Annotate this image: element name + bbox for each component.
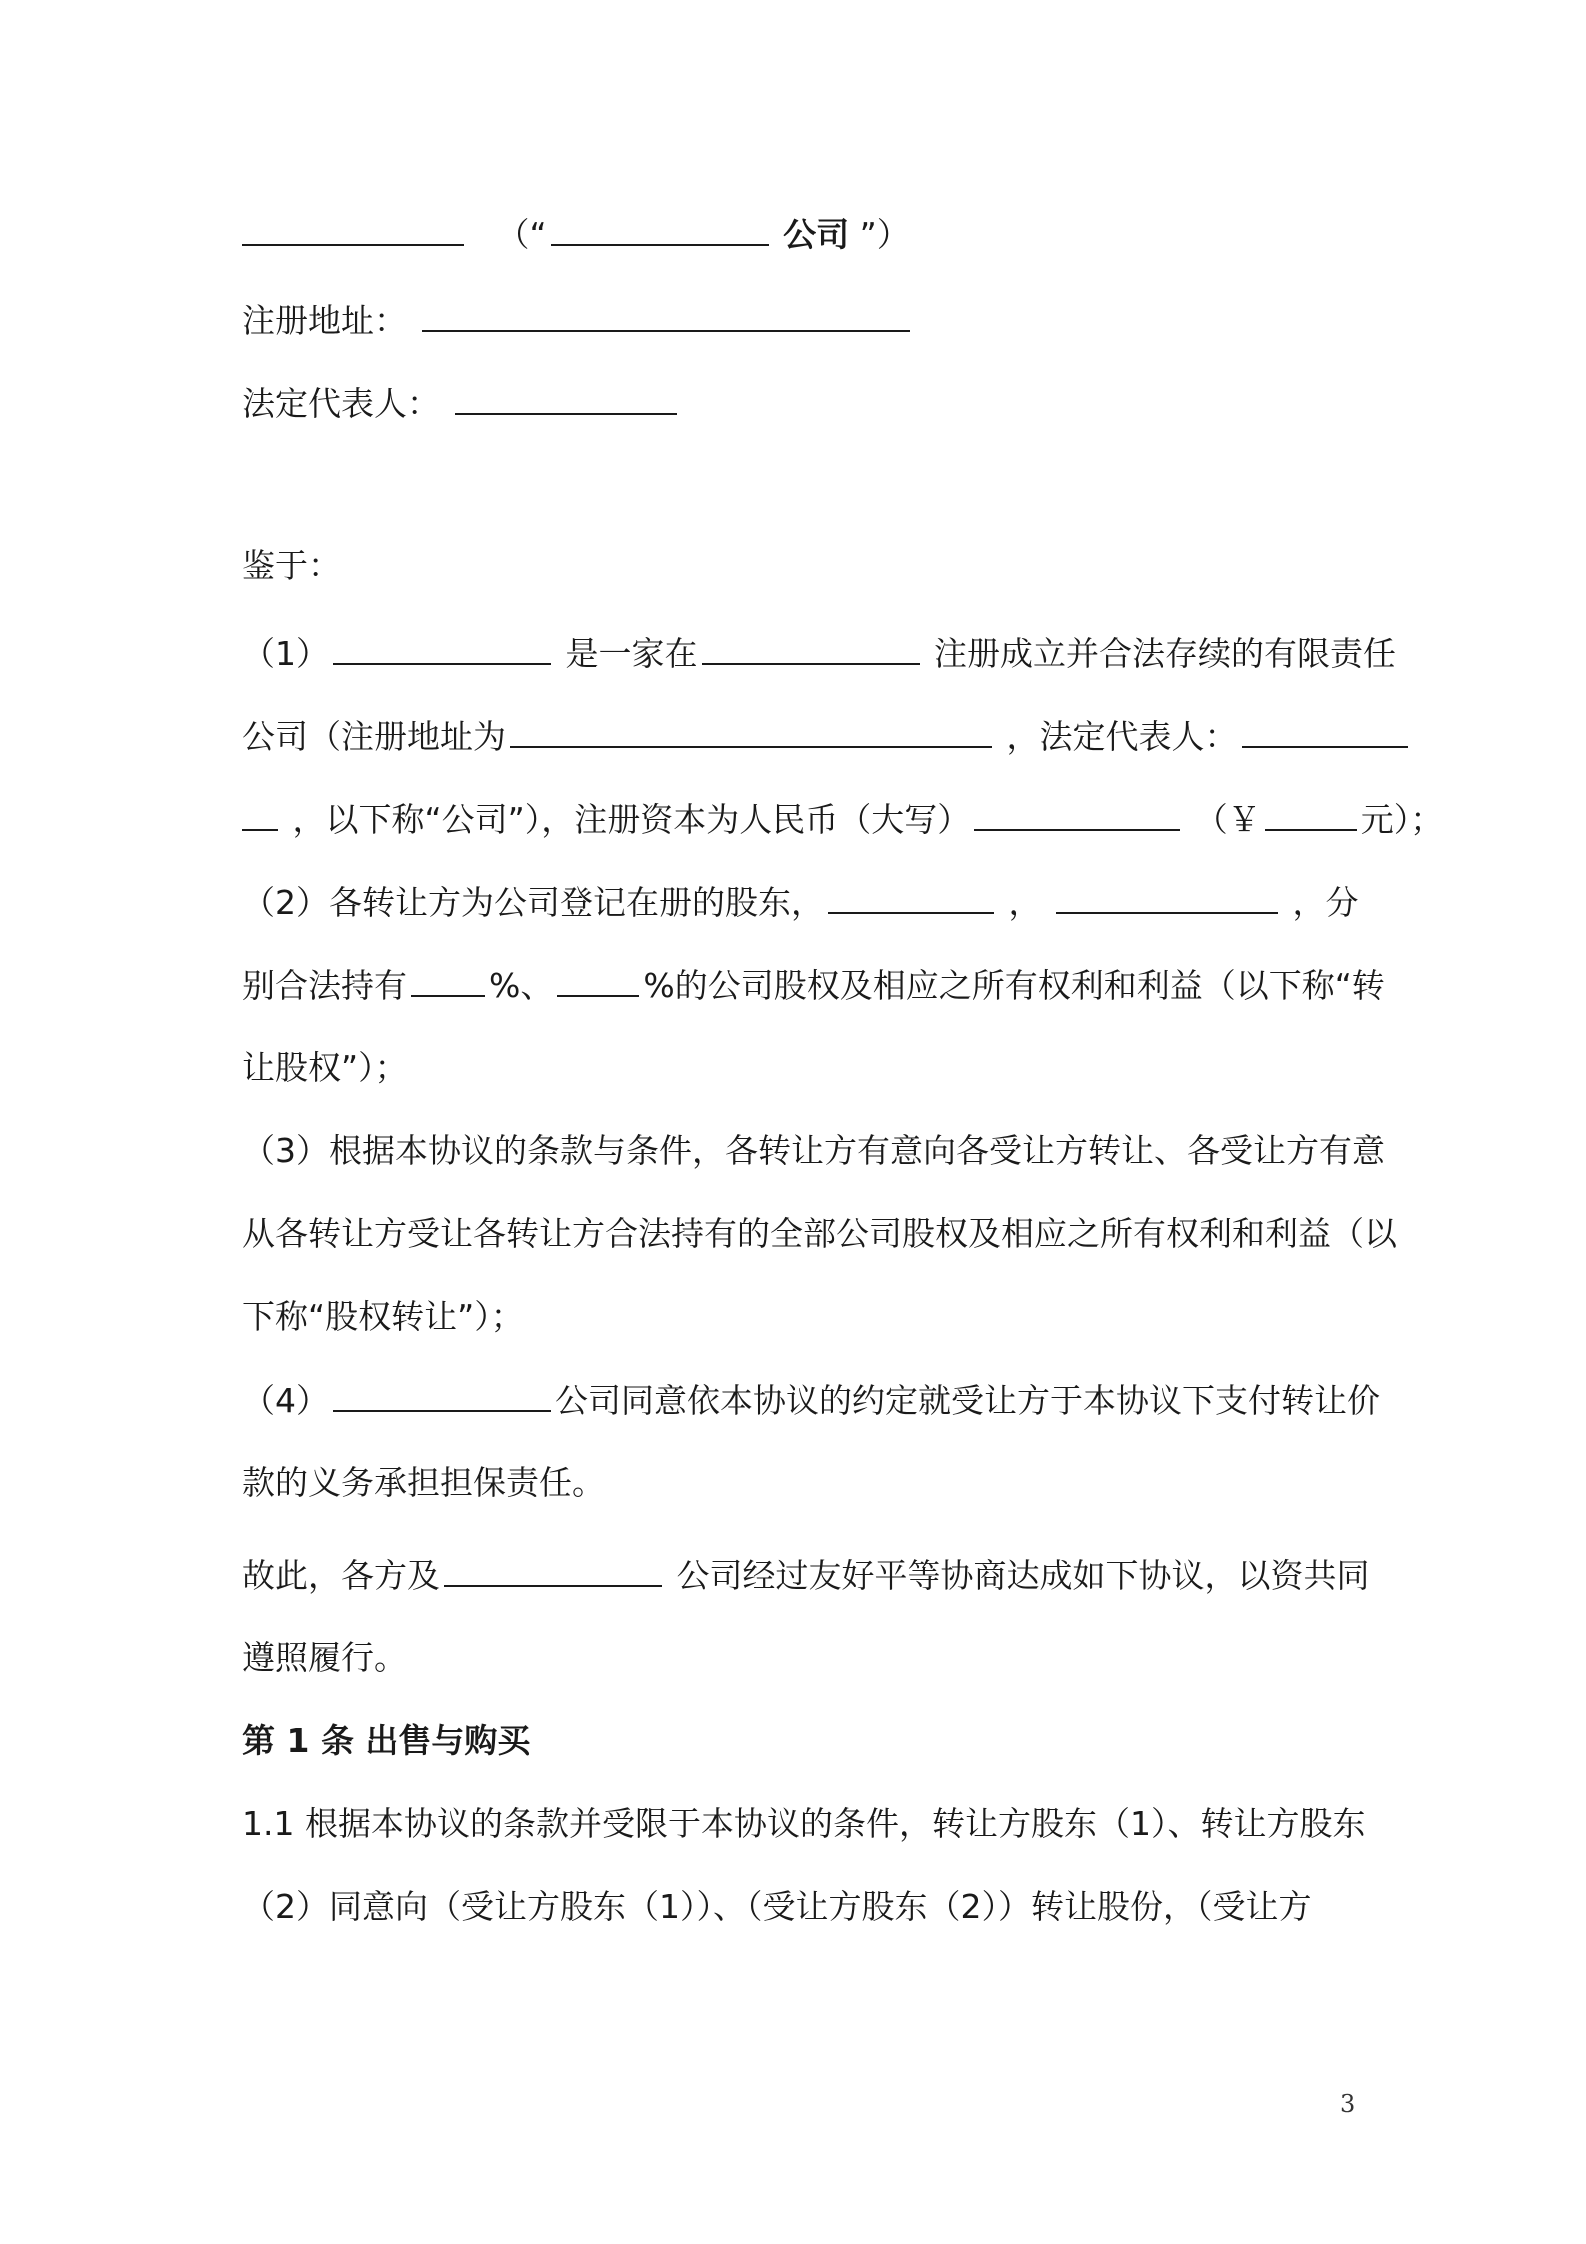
guarantor-company-blank[interactable] bbox=[333, 1378, 551, 1412]
recital-2-text-c: 别合法持有 bbox=[242, 966, 407, 1005]
recital-2-text-e: %的公司股权及相应之所有权利和利益（以下称“转 bbox=[643, 966, 1385, 1005]
recital-2-line-2 bbox=[242, 963, 1385, 1007]
recital-2-text-b: ，分 bbox=[1292, 883, 1359, 922]
recital-2-text-a: （2）各转让方为公司登记在册的股东， bbox=[242, 883, 824, 922]
company-address-blank[interactable] bbox=[510, 714, 992, 748]
party-name-line bbox=[242, 212, 910, 256]
therefore-text-b: 公司经过友好平等协商达成如下协议，以资共同 bbox=[676, 1556, 1370, 1595]
recital-1-text-a: 是一家在 bbox=[565, 634, 698, 673]
reg-address-line bbox=[242, 298, 914, 342]
recital-3-line-2: 从各转让方受让各转让方合法持有的全部公司股权及相应之所有权利和利益（以 bbox=[242, 1214, 1397, 1253]
company-legal-rep-blank-cont[interactable] bbox=[242, 797, 278, 831]
legal-rep-label: 法定代表人： bbox=[242, 384, 440, 423]
recital-1-number: （1） bbox=[242, 634, 329, 673]
therefore-company-blank[interactable] bbox=[444, 1553, 662, 1587]
shareholder-2-blank[interactable] bbox=[1056, 880, 1278, 914]
recital-2-line-3: 让股权”）； bbox=[242, 1048, 408, 1087]
therefore-line-1 bbox=[242, 1553, 1370, 1597]
therefore-text-a: 故此，各方及 bbox=[242, 1556, 440, 1595]
recital-2-comma: ， bbox=[1008, 883, 1042, 922]
therefore-line-2: 遵照履行。 bbox=[242, 1638, 407, 1677]
open-paren: （“ bbox=[496, 215, 547, 254]
reg-address-blank[interactable] bbox=[422, 298, 910, 332]
percent-2-blank[interactable] bbox=[557, 963, 639, 997]
recital-4-number: （4） bbox=[242, 1381, 329, 1420]
page-number: 3 bbox=[1340, 2090, 1356, 2118]
close-paren: ”） bbox=[859, 215, 910, 254]
recital-1-line-2 bbox=[242, 714, 1408, 758]
clause-1-1-line-1: 1.1 根据本协议的条款并受限于本协议的条件，转让方股东（1）、转让方股东 bbox=[242, 1804, 1366, 1843]
recital-1-text-d: ，法定代表人： bbox=[1006, 717, 1238, 756]
place-of-incorporation-blank[interactable] bbox=[702, 631, 920, 665]
company-name-blank[interactable] bbox=[333, 631, 551, 665]
recital-1-text-f: （￥ bbox=[1194, 800, 1261, 839]
reg-address-label: 注册地址： bbox=[242, 301, 407, 340]
recital-1-text-b: 注册成立并合法存续的有限责任 bbox=[934, 634, 1396, 673]
capital-words-blank[interactable] bbox=[974, 797, 1180, 831]
legal-rep-blank[interactable] bbox=[455, 381, 677, 415]
recital-1-line-1 bbox=[242, 631, 1396, 675]
recital-4-text-a: 公司同意依本协议的约定就受让方于本协议下支付转让价 bbox=[555, 1381, 1380, 1420]
shareholder-1-blank[interactable] bbox=[828, 880, 994, 914]
recitals-title: 鉴于： bbox=[242, 546, 341, 585]
recital-1-line-3 bbox=[242, 797, 1443, 841]
recital-4-line-1 bbox=[242, 1378, 1380, 1422]
company-word: 公司 bbox=[783, 215, 850, 254]
recital-2-line-1 bbox=[242, 880, 1359, 924]
recital-1-text-g: 元）； bbox=[1360, 800, 1444, 839]
recital-3-line-3: 下称“股权转让”）； bbox=[242, 1297, 524, 1336]
recital-3-line-1: （3）根据本协议的条款与条件，各转让方有意向各受让方转让、各受让方有意 bbox=[242, 1131, 1385, 1170]
party-name-blank[interactable] bbox=[242, 212, 464, 246]
capital-amount-blank[interactable] bbox=[1265, 797, 1357, 831]
recital-4-line-2: 款的义务承担担保责任。 bbox=[242, 1463, 605, 1502]
short-name-blank[interactable] bbox=[551, 212, 769, 246]
article-1-heading: 第 1 条 出售与购买 bbox=[242, 1721, 531, 1760]
company-legal-rep-blank[interactable] bbox=[1242, 714, 1408, 748]
recital-1-text-e: ，以下称“公司”），注册资本为人民币（大写） bbox=[292, 800, 971, 839]
recital-1-text-c: 公司（注册地址为 bbox=[242, 717, 506, 756]
legal-rep-line bbox=[242, 381, 681, 425]
recital-2-text-d: %、 bbox=[489, 966, 554, 1005]
percent-1-blank[interactable] bbox=[411, 963, 485, 997]
clause-1-1-line-2: （2）同意向（受让方股东（1））、（受让方股东（2））转让股份，（受让方 bbox=[242, 1887, 1312, 1926]
